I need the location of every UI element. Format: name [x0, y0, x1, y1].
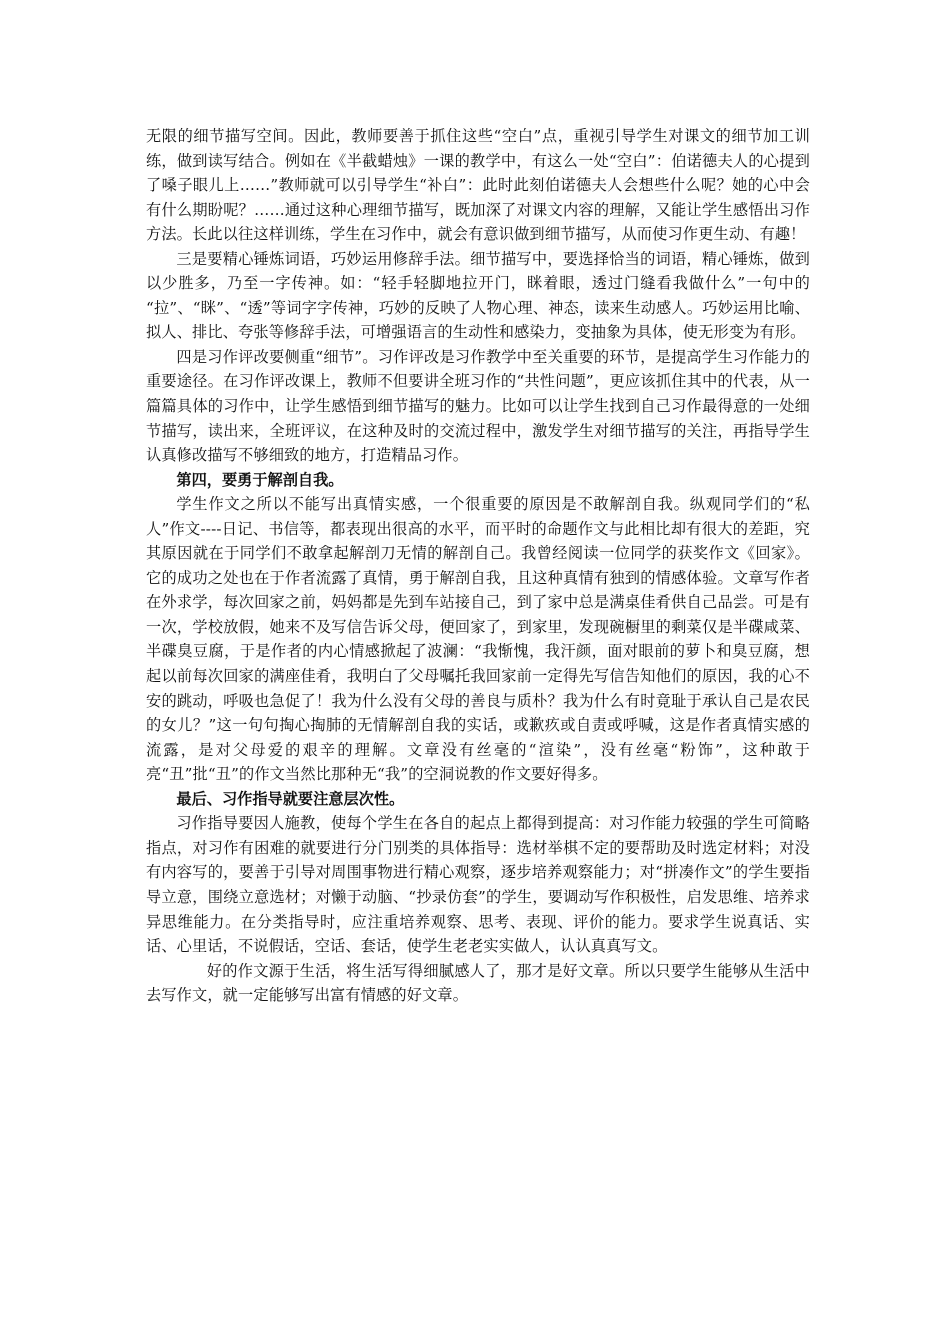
paragraph-evaluation: 四是习作评改要侧重“细节”。习作评改是习作教学中至关重要的环节，是提高学生习作能力的重要途径。在习作评改课上，教师不但要讲全班习作的“共性问题”，更应该抓住其中的代表，从一篇篇具体的习作中，让学生感悟到细节描写的魅力。比如可以让学生找到自己习作最得意的一处细节描写，读出来，全班评议，在这种及时的交流过程中，激发学生对细节描写的关注，再指导学生认真修改描写不够细致的地方，打造精品习作。 — [146, 347, 810, 465]
section-heading-layered-guidance: 最后、习作指导就要注意层次性。 — [176, 789, 405, 808]
paragraph-conclusion: 好的作文源于生活，将生活写得细腻感人了，那才是好文章。所以只要学生能够从生活中去写作文，就一定能够写出富有情感的好文章。 — [146, 961, 810, 1005]
paragraph-self-analysis: 学生作文之所以不能写出真情实感，一个很重要的原因是不敢解剖自我。纵观同学们的“私人”作文----日记、书信等，都表现出很高的水平，而平时的命题作文与此相比却有很大的差距，究其原因就在于同学们不敢拿起解剖刀无情的解剖自己。我曾经阅读一位同学的获奖作文《回家》。它的成功之处也在于作者流露了真情，勇于解剖自我，且这种真情有独到的情感体验。文章写作者在外求学，每次回家之前，妈妈都是先到车站接自己，到了家中总是满桌佳肴供自己品尝。可是有一次，学校放假，她来不及写信告诉父母，便回家了，到家里，发现碗橱里的剩菜仅是半碟咸菜、半碟臭豆腐，于是作者的内心情感掀起了波澜：“我惭愧，我汗颜，面对眼前的萝卜和臭豆腐，想起以前每次回家的满座佳肴，我明白了父母嘱托我回家前一定得先写信告知他们的原因，我的心不安的跳动，呼吸也急促了！我为什么没有父母的善良与质朴？我为什么有时竟耻于承认自己是农民的女儿？”这一句句掏心掏肺的无情解剖自我的实话，或歉疚或自责或呼喊，这是作者真情实感的流露，是对父母爱的艰辛的理解。文章没有丝毫的“渲染”，没有丝毫“粉饰”，这种敢于亮“丑”批“丑”的作文当然比那种无“我”的空洞说教的作文要好得多。 — [146, 495, 810, 784]
document-page — [146, 124, 810, 1008]
section-heading-self-analysis: 第四，要勇于解剖自我。 — [176, 470, 344, 489]
paragraph-word-refining: 三是要精心锤炼词语，巧妙运用修辞手法。细节描写中，要选择恰当的词语，精心锤炼，做到以少胜多，乃至一字传神。如：“轻手轻脚地拉开门，眯着眼，透过门缝看我做什么”一句中的 “拉”、“眯”、“透”等词字字传神，巧妙的反映了人物心理、神态，读来生动感人。巧妙运用比喻、拟人、排比、夸张等修辞手法，可增强语言的生动性和感染力，变抽象为具体，使无形变为有形。 — [146, 249, 810, 342]
paragraph-layered-guidance: 习作指导要因人施教，使每个学生在各自的起点上都得到提高：对习作能力较强的学生可简略指点，对习作有困难的就要进行分门别类的具体指导：选材举棋不定的要帮助及时选定材料；对没有内容写的，要善于引导对周围事物进行精心观察，逐步培养观察能力；对“拼凑作文”的学生要指导立意，围绕立意选材；对懒于动脑、“抄录仿套”的学生，要调动写作积极性，启发思维、培养求异思维能力。在分类指导时，应注重培养观察、思考、表现、评价的能力。要求学生说真话、实话、心里话，不说假话，空话、套话，使学生老老实实做人，认认真真写文。 — [146, 814, 810, 956]
paragraph-blank-filling: 无限的细节描写空间。因此，教师要善于抓住这些“空白”点，重视引导学生对课文的细节加工训练，做到读写结合。例如在《半截蜡烛》一课的教学中，有这么一处“空白”：伯诺德夫人的心提到了嗓子眼儿上……”教师就可以引导学生“补白”：此时此刻伯诺德夫人会想些什么呢？她的心中会有什么期盼呢？……通过这种心理细节描写，既加深了对课文内容的理解，又能让学生感悟出习作方法。长此以往这样训练，学生在习作中，就会有意识做到细节描写，从而使习作更生动、有趣！ — [146, 127, 810, 244]
